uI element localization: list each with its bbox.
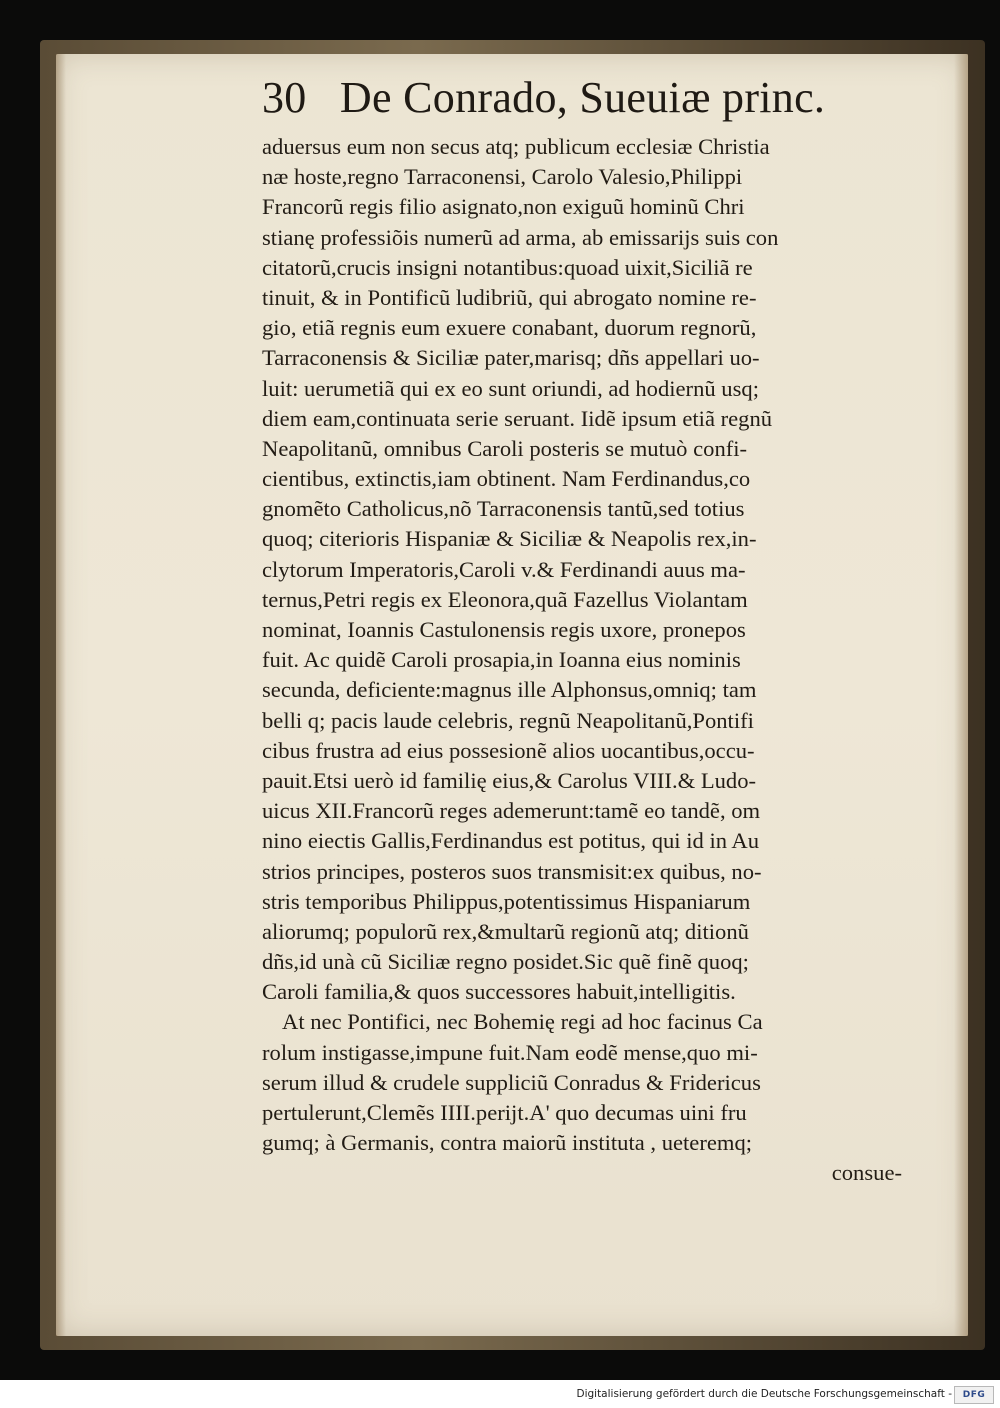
dfg-logo: DFG [954,1386,994,1404]
text-line: gio, etiã regnis eum exuere conabant, duorum regnorũ, [262,315,757,341]
text-line: aduersus eum non secus atq; publicum ecclesiæ Christia [262,134,770,159]
text-line: Tarraconensis & Siciliæ pater,marisq; dñs appellari uo- [262,345,760,371]
text-line: nino eiectis Gallis,Ferdinandus est potitus, qui id in Au [262,828,760,854]
digitization-footer [0,1380,1000,1408]
text-line: clytorum Imperatoris,Caroli v.& Ferdinandi auus ma- [262,556,746,582]
text-line: fuit. Ac quidẽ Caroli prosapia,in Ioanna eius nominis [262,647,741,673]
text-line: uicus XII.Francorũ reges ademerunt:tamẽ eo tandẽ, om [262,798,761,824]
text-line: ternus,Petri regis ex Eleonora,quã Fazellus Violantam [262,586,748,612]
text-line: gumq; à Germanis, contra maiorũ instituta , ueteremq; [262,1130,753,1156]
text-line: nominat, Ioannis Castulonensis regis uxore, pronepos [262,617,746,642]
running-title: De Conrado, Sueuiæ princ. [339,73,826,122]
text-line: cibus frustra ad eius possesionẽ alios uocantibus,occu- [262,737,755,763]
page-gutter-shadow [56,54,66,1336]
page-edge-shadow [954,54,968,1336]
text-line: Francorũ regis filio asignato,non exiguũ hominũ Chri [262,194,745,220]
text-line: citatorũ,crucis insigni notantibus:quoad uixit,Siciliã re [262,254,753,280]
text-line: pertulerunt,Clemẽs IIII.periјt.A' quo decumas uini fru [262,1100,747,1125]
text-line: stianę professiõis numerũ ad arma, ab emissariјs suis con [262,224,779,250]
text-line: pauit.Etsi uerò id familię eius,& Carolus VIII.& Ludo- [262,767,757,793]
text-line: Caroli familia,& quos successores habuit,intelligitis. [262,979,736,1005]
text-line: tinuit, & in Pontificũ ludibriũ, qui abrogato nomine re- [262,284,757,310]
page-text [262,132,902,1189]
text-line: strios principes, posteros suos transmisit:ex quibus, no- [262,858,762,884]
text-line: næ hoste,regno Tarraconensi, Carolo Valesio,Philippi [262,164,743,190]
text-line: diem eam,continuata serie seruant. Iidẽ ipsum etiã regnũ [262,405,773,431]
funding-credit: Digitalisierung gefördert durch die Deutsche Forschungsgemeinschaft - [576,1388,952,1400]
page-number: 30 [262,73,307,122]
text-line: dñs,id unà cũ Siciliæ regno posidet.Sic quẽ finẽ quoq; [262,949,749,975]
text-line: luit: uerumetiã qui ex eo sunt oriundi, ad hodiernũ usq; [262,375,759,401]
text-line: rolum instigasse,impune fuit.Nam eodẽ mense,quo mi- [262,1039,758,1065]
text-line: gnomẽto Catholicus,nõ Tarraconensis tantũ,sed totius [262,496,745,522]
catchword: consue- [831,1160,902,1186]
paragraph-2 [262,1007,902,1158]
text-line: Neapolitanũ, omnibus Caroli posteris se mutuò confi- [262,435,748,461]
running-header [262,72,825,123]
text-line: aliorumq; populorũ rex,&multarũ regionũ atq; ditionũ [262,918,749,944]
text-line: secunda, deficiente:magnus ille Alphonsus,omniq; tam [262,677,757,703]
text-line: cientibus, extinctis,iam obtinent. Nam Ferdinandus,co [262,466,751,492]
text-line: quoq; citerioris Hispaniæ & Siciliæ & Neapolis rex,in- [262,526,757,552]
text-line: At nec Pontifici, nec Bohemię regi ad hoc facinus Ca [282,1009,763,1035]
text-line: stris temporibus Philippus,potentissimus Hispaniarum [262,888,751,914]
paragraph-1 [262,132,902,1007]
text-line: serum illud & crudele suppliciũ Conradus & Fridericus [262,1069,761,1095]
text-line: belli q; pacis laude celebris, regnũ Neapolitanũ,Pontifi [262,707,754,733]
